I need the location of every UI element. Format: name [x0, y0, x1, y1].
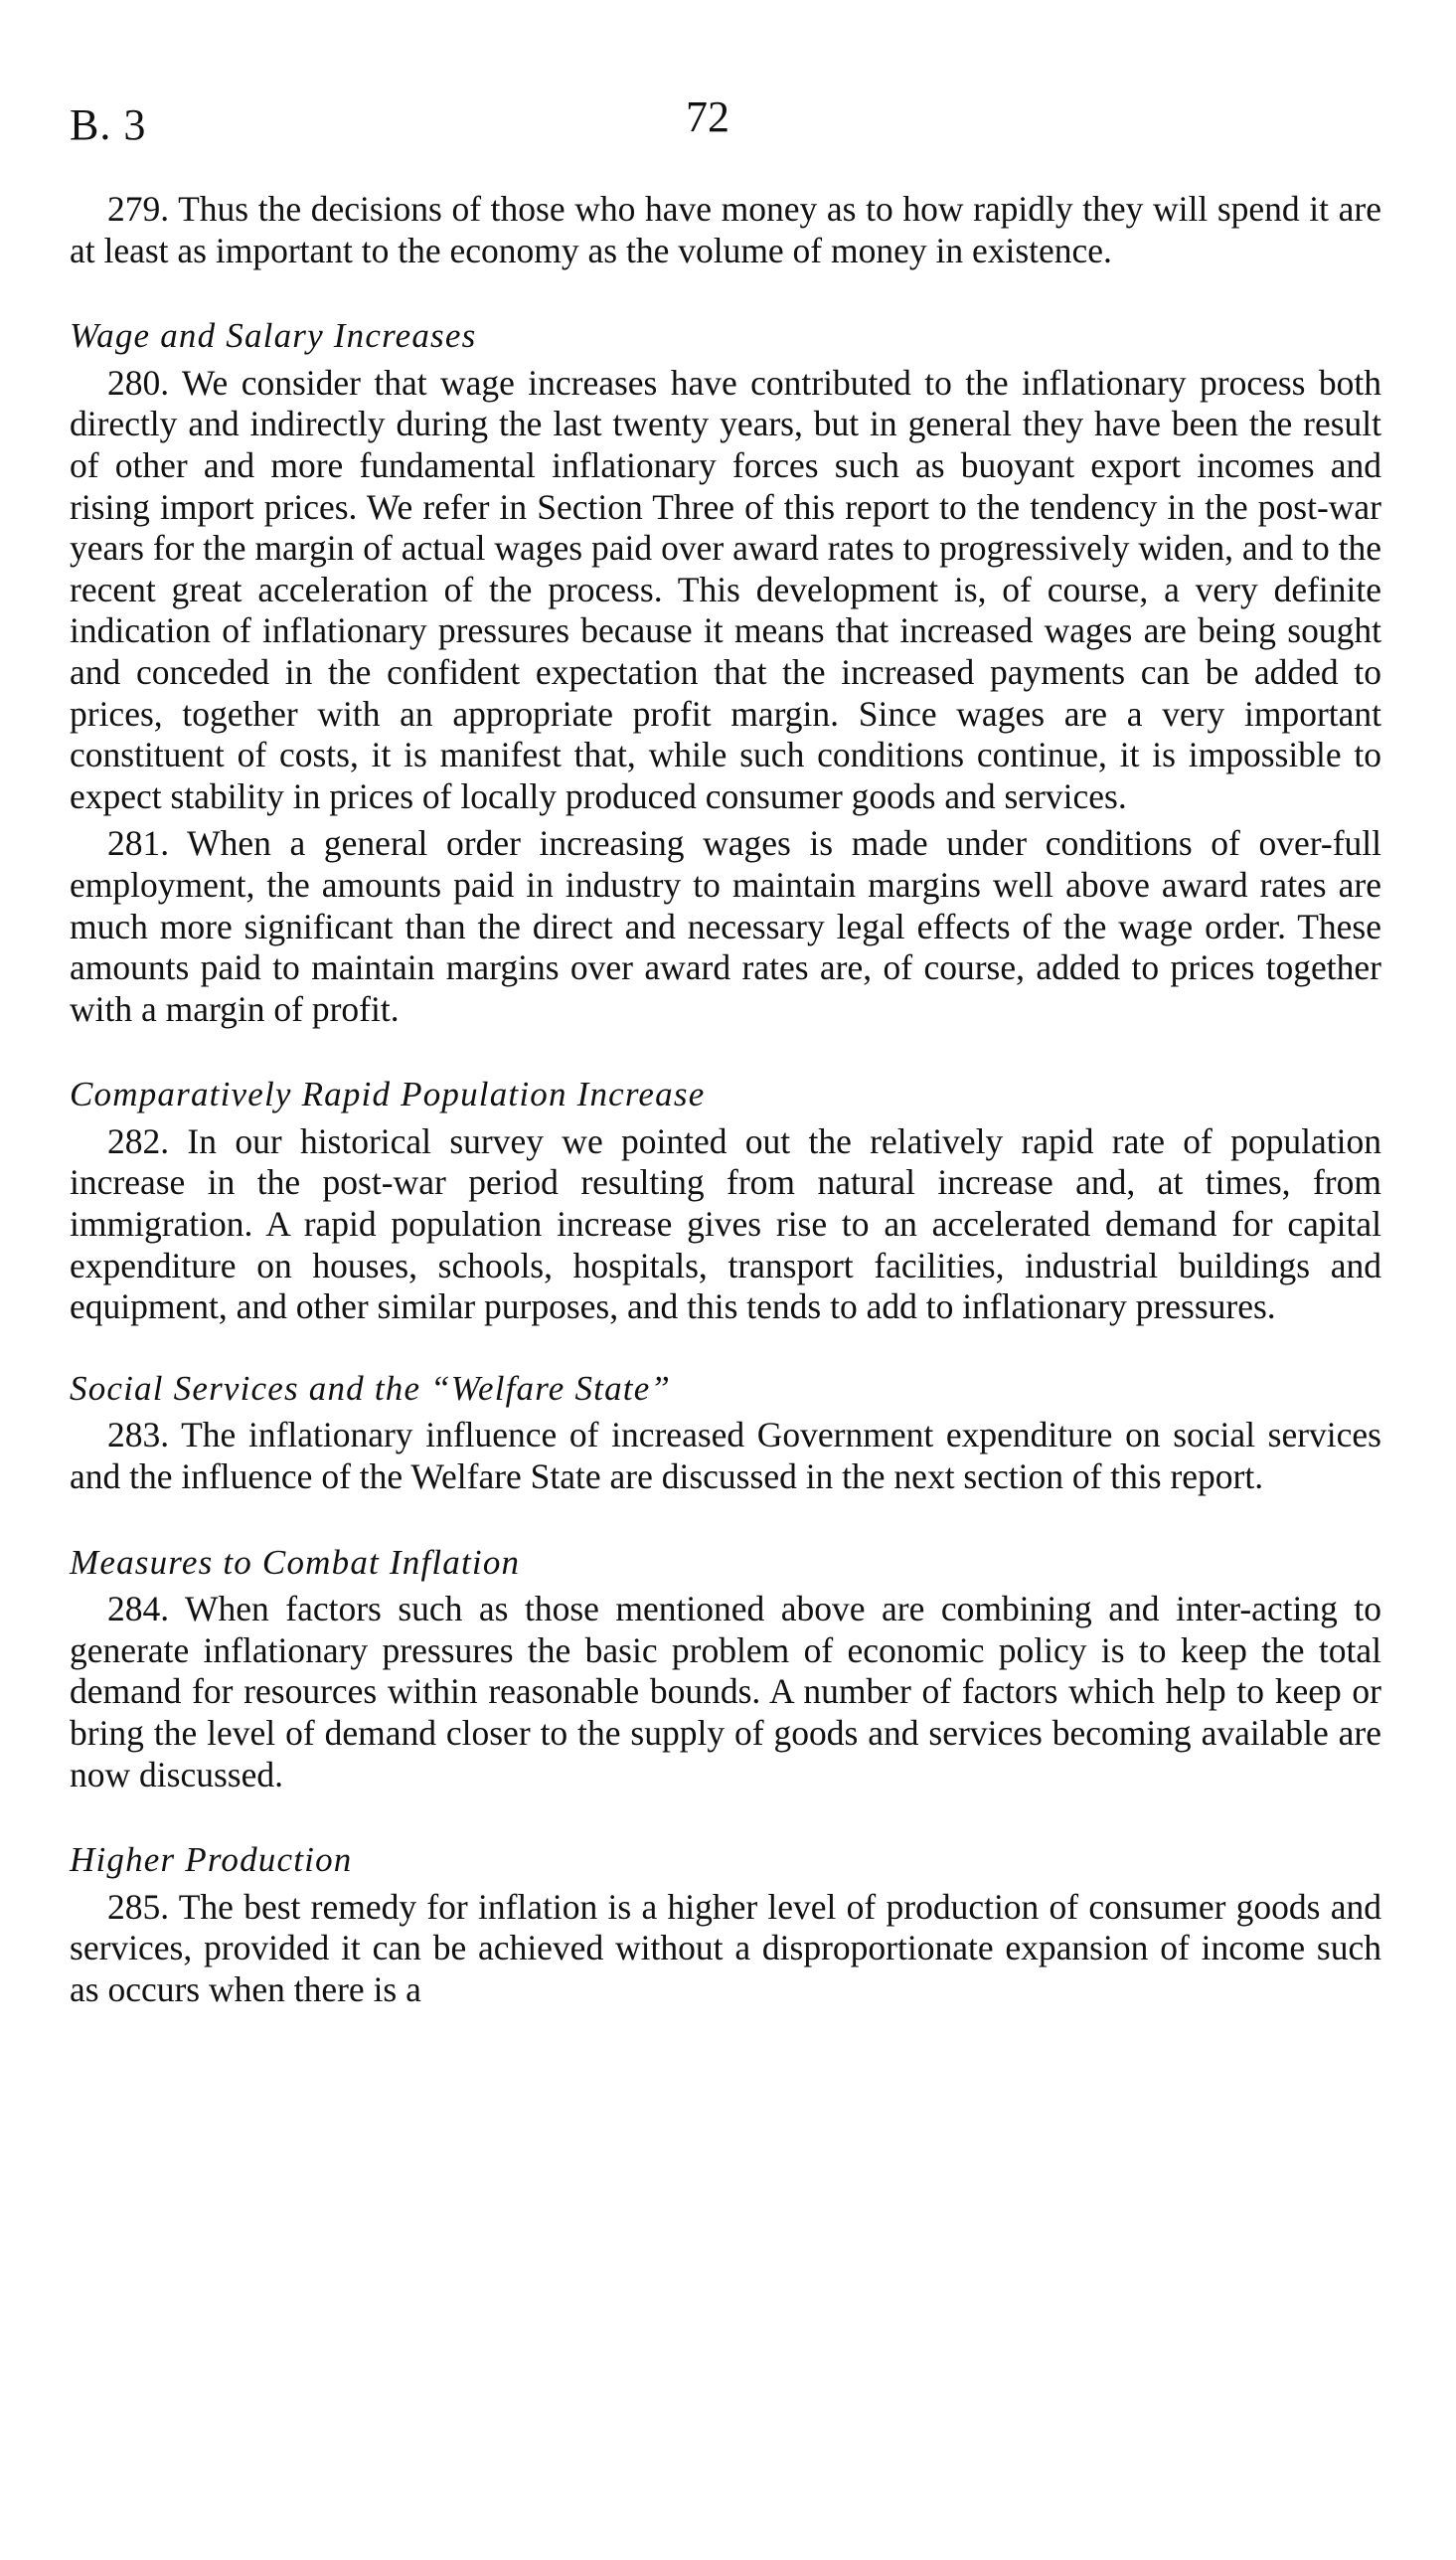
paragraph-284: 284. When factors such as those mentioned above are combining and inter-acting to generate inflationary pressures the basic problem of economic policy is to keep the total demand for resources within reasonable bounds. A number of factors which help to keep or bring the level of demand closer to the supply of goods and services becoming available are now discussed. — [70, 1589, 1381, 1794]
heading-measures: Measures to Combat Inflation — [70, 1542, 521, 1582]
document-reference: B. 3 — [70, 100, 147, 149]
paragraph-280: 280. We consider that wage increases have contributed to the inflationary process both directly and indirectly during the last twenty years, but in general they have been the result of other and more fundamental inflationary forces such as buoyant export incomes and rising import prices. We refer in Section Three of this report to the tendency in the post-war years for the margin of actual wages paid over award rates to progressively widen, and to the recent great acceleration of the process. This development is, of course, a very definite indication of inflationary pressures because it means that increased wages are being sought and conceded in the confident expectation that the increased payments can be added to prices, together with an appropriate profit margin. Since wages are a very important constituent of costs, it is manifest that, while such conditions continue, it is impossible to expect stability in prices of locally produced consumer goods and services. — [70, 362, 1381, 816]
page-number: 72 — [686, 92, 729, 141]
heading-wage-salary: Wage and Salary Increases — [70, 316, 477, 356]
heading-social-services: Social Services and the “Welfare State” — [70, 1368, 672, 1408]
paragraph-281: 281. When a general order increasing wages is made under conditions of over-full employment, the amounts paid in industry to maintain margins well above award rates are much more significant than the direct and necessary legal effects of the wage order. These amounts paid to maintain margins over award rates are, of course, added to prices together with a margin of profit. — [70, 823, 1381, 1029]
paragraph-285: 285. The best remedy for inflation is a higher level of production of consumer goods and services, provided it can be achieved without a disproportionate expansion of income such as occurs when there is a — [70, 1886, 1381, 2009]
paragraph-279: 279. Thus the decisions of those who have money as to how rapidly they will spend it are at least as important to the economy as the volume of money in existence. — [70, 189, 1381, 270]
body-text — [70, 189, 1381, 2011]
paragraph-282: 282. In our historical survey we pointed out the relatively rapid rate of population increase in the post-war period resulting from natural increase and, at times, from immigration. A rapid population increase gives rise to an accelerated demand for capital expenditure on houses, schools, hospitals, transport facilities, industrial buildings and equipment, and other similar purposes, and this tends to add to inflationary pressures. — [70, 1120, 1381, 1327]
heading-higher-production: Higher Production — [70, 1840, 353, 1880]
paragraph-283: 283. The inflationary influence of increased Government expenditure on social services and the influence of the Welfare State are discussed in the next section of this report. — [70, 1415, 1381, 1497]
heading-population: Comparatively Rapid Population Increase — [70, 1075, 706, 1114]
